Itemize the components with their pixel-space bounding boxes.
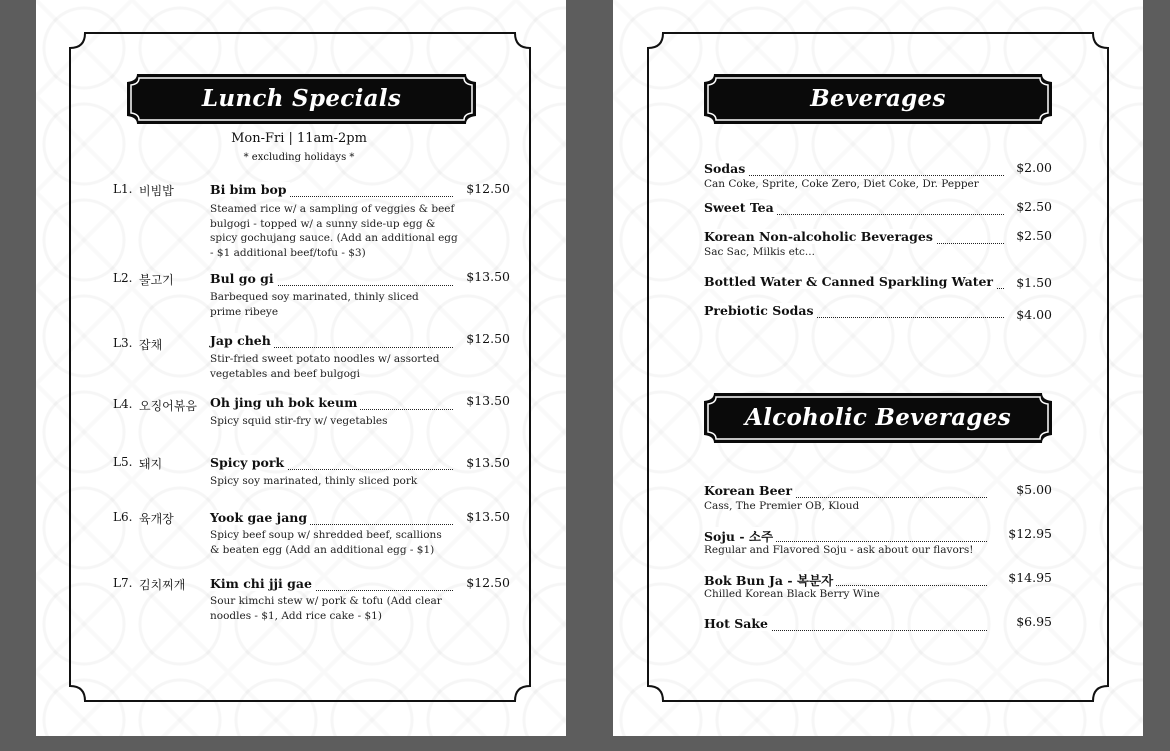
item-description: Spicy soy marinated, thinly sliced pork: [210, 475, 418, 487]
item-name: Korean Beer: [704, 483, 795, 498]
item-price: $2.50: [1016, 199, 1052, 214]
item-description: Can Coke, Sprite, Coke Zero, Diet Coke, Dr. Pepper: [704, 178, 979, 190]
item-description: Sac Sac, Milkis etc...: [704, 246, 815, 258]
item-name: Sodas: [704, 161, 748, 176]
item-korean-name: 김치찌개: [139, 578, 186, 592]
item-description: Steamed rice w/ a sampling of veggies & beef bulgogi - topped w/ a sunny side-up egg & spicy gochujang sauce. (Add an additional egg - $1 additional beef/tofu - $3): [210, 203, 458, 259]
beverages-banner: [704, 74, 1052, 124]
item-name: Kim chi jji gae: [210, 576, 315, 591]
item-name: Sweet Tea: [704, 200, 777, 215]
item-code: L4.: [113, 397, 133, 411]
item-description: Chilled Korean Black Berry Wine: [704, 588, 880, 600]
item-name: Soju - 소주: [704, 527, 776, 545]
beverages-title: Beverages: [810, 85, 946, 112]
dot-leader: [704, 175, 1004, 176]
item-description: Barbequed soy marinated, thinly sliced prime ribeye: [210, 291, 419, 318]
item-price: $13.50: [466, 455, 510, 470]
item-price: $13.50: [466, 509, 510, 524]
item-description: Stir-fried sweet potato noodles w/ assorted vegetables and beef bulgogi: [210, 353, 440, 380]
alcoholic-beverages-banner: [704, 393, 1052, 443]
item-name: Bok Bun Ja - 복분자: [704, 571, 836, 589]
item-code: L3.: [113, 336, 133, 350]
item-korean-name: 오징어볶음: [139, 399, 197, 413]
item-name: Spicy pork: [210, 455, 287, 470]
item-price: $12.50: [466, 575, 510, 590]
item-price: $1.50: [1016, 275, 1052, 290]
item-price: $6.95: [1016, 614, 1052, 629]
item-name: Jap cheh: [210, 333, 274, 348]
item-code: L7.: [113, 576, 133, 590]
item-code: L2.: [113, 271, 133, 285]
item-korean-name: 잡채: [139, 338, 163, 352]
item-price: $12.95: [1008, 526, 1052, 541]
item-price: $2.00: [1016, 160, 1052, 175]
menu-border-frame: [647, 32, 1109, 702]
item-description: Sour kimchi stew w/ pork & tofu (Add clear noodles - $1, Add rice cake - $1): [210, 595, 442, 622]
item-name: Hot Sake: [704, 616, 771, 631]
item-price: $13.50: [466, 269, 510, 284]
item-description: Cass, The Premier OB, Kloud: [704, 500, 860, 512]
item-price: $12.50: [466, 181, 510, 196]
item-korean-name: 비빔밥: [139, 184, 174, 198]
alcoholic-beverages-title: Alcoholic Beverages: [745, 404, 1011, 431]
item-description: Spicy squid stir-fry w/ vegetables: [210, 415, 388, 427]
item-price: $14.95: [1008, 570, 1052, 585]
item-code: L6.: [113, 510, 133, 524]
item-price: $12.50: [466, 331, 510, 346]
menu-page-lunch: [36, 0, 566, 736]
item-name: Bottled Water & Canned Sparkling Water: [704, 274, 996, 289]
lunch-specials-title: Lunch Specials: [201, 85, 402, 112]
item-name: Yook gae jang: [210, 510, 310, 525]
item-description: Spicy beef soup w/ shredded beef, scallions & beaten egg (Add an additional egg - $1): [210, 529, 442, 556]
holiday-note: * excluding holidays *: [243, 152, 355, 163]
item-name: Bi bim bop: [210, 182, 290, 197]
item-korean-name: 돼지: [139, 457, 163, 471]
menu-page-beverages: [613, 0, 1143, 736]
item-name: Prebiotic Sodas: [704, 303, 817, 318]
item-description: Regular and Flavored Soju - ask about our flavors!: [704, 544, 974, 556]
item-code: L5.: [113, 455, 133, 469]
item-price: $13.50: [466, 393, 510, 408]
item-korean-name: 육개장: [139, 512, 174, 526]
item-code: L1.: [113, 182, 133, 196]
item-korean-name: 불고기: [139, 273, 174, 287]
item-name: Korean Non-alcoholic Beverages: [704, 229, 936, 244]
item-price: $2.50: [1016, 228, 1052, 243]
item-name: Oh jing uh bok keum: [210, 395, 360, 410]
lunch-specials-banner: [127, 74, 476, 124]
item-price: $5.00: [1016, 482, 1052, 497]
lunch-hours: Mon-Fri | 11am-2pm: [231, 131, 367, 146]
item-name: Bul go gi: [210, 271, 277, 286]
item-price: $4.00: [1016, 307, 1052, 322]
